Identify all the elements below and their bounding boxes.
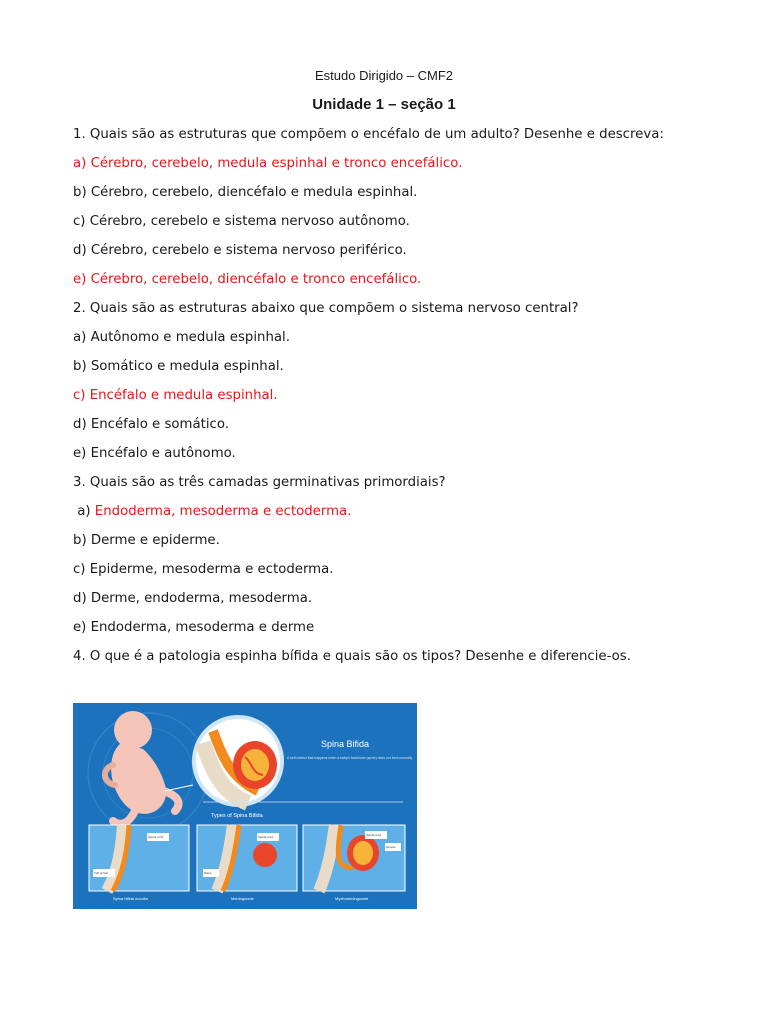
panel-label-myelomeningocele: Myelomeningocele (335, 896, 369, 901)
question-1: 1. Quais são as estruturas que compõem o encéfalo de um adulto? Desenhe e descreva: (73, 127, 664, 142)
page-subtitle: Unidade 1 – seção 1 (312, 96, 456, 113)
answer-3c: c) Epiderme, mesoderma e ectoderma. (73, 562, 334, 577)
answer-3a-text: Endoderma, mesoderma e ectoderma. (94, 504, 352, 519)
page-title: Estudo Dirigido – CMF2 (315, 68, 453, 83)
answer-3a (73, 503, 351, 521)
svg-text:Spinal cord: Spinal cord (148, 835, 164, 839)
question-4: 4. O que é a patologia espinha bífida e quais são os tipos? Desenhe e diferencie-os. (73, 649, 631, 664)
answer-2d: d) Encéfalo e somático. (73, 417, 229, 432)
answer-2c: c) Encéfalo e medula espinhal. (73, 388, 278, 403)
answer-2e: e) Encéfalo e autônomo. (73, 446, 236, 461)
answer-2a: a) Autônomo e medula espinhal. (73, 330, 290, 345)
answer-3b: b) Derme e epiderme. (73, 533, 220, 548)
answer-1e: e) Cérebro, cerebelo, diencéfalo e tronco encefálico. (73, 272, 422, 287)
magnified-spine (194, 717, 282, 805)
figure-heading: Spina Bifida (321, 739, 370, 749)
panel-myelomeningocele (303, 825, 405, 901)
answer-1c: c) Cérebro, cerebelo e sistema nervoso autônomo. (73, 214, 410, 229)
types-label: Types of Spina Bifida (211, 813, 263, 819)
answer-1d: d) Cérebro, cerebelo e sistema nervoso periférico. (73, 243, 407, 258)
panel-occulta (89, 825, 189, 901)
fetus-icon (105, 711, 179, 824)
svg-text:Spinal cord: Spinal cord (258, 835, 274, 839)
spina-bifida-illustration (73, 703, 417, 909)
answer-3a-prefix: a) (73, 504, 95, 519)
svg-text:Spine: Spine (204, 871, 212, 875)
question-2: 2. Quais são as estruturas abaixo que compõem o sistema nervoso central? (73, 301, 579, 316)
answer-1a: a) Cérebro, cerebelo, medula espinhal e tronco encefálico. (73, 156, 463, 171)
panel-label-occulta: Spina bifida occulta (113, 896, 148, 901)
panel-meningocele (197, 825, 297, 901)
answer-2b: b) Somático e medula espinhal. (73, 359, 284, 374)
answer-3d: d) Derme, endoderma, mesoderma. (73, 591, 313, 606)
svg-text:Tuft of hair: Tuft of hair (94, 871, 109, 875)
answer-3e: e) Endoderma, mesoderma e derme (73, 620, 315, 635)
svg-text:Nerves: Nerves (386, 845, 396, 849)
question-3: 3. Quais são as três camadas germinativas primordiais? (73, 475, 446, 490)
svg-text:Spinal cord: Spinal cord (366, 833, 382, 837)
panel-label-meningocele: Meningocele (231, 896, 254, 901)
answer-1b: b) Cérebro, cerebelo, diencéfalo e medula espinhal. (73, 185, 418, 200)
figure-caption: A birth defect that happens when a baby's backbone (spine) does not form normally (287, 756, 413, 760)
